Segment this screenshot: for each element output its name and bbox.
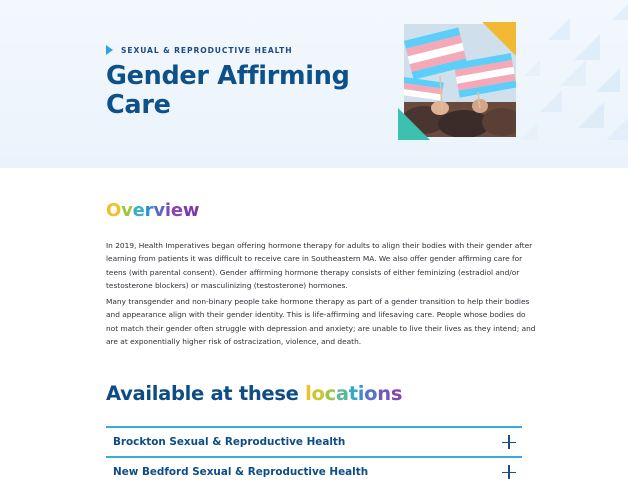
heading-letter: i (164, 200, 171, 221)
overview-heading (106, 200, 199, 221)
locations-accordion (106, 426, 522, 480)
heading-letter: e (170, 200, 183, 221)
eyebrow (106, 43, 292, 57)
heading-letter: O (106, 200, 122, 221)
locations-heading-prefix: Available at these (106, 382, 306, 405)
heading-letter: v (153, 200, 165, 221)
heading-letter: l (305, 382, 312, 405)
heading-letter: o (311, 382, 325, 405)
heading-letter: i (357, 382, 365, 405)
heading-letter: a (335, 382, 349, 405)
plus-icon[interactable] (502, 435, 516, 449)
accordion-item-new-bedford[interactable] (106, 458, 522, 480)
teal-triangle-decor (398, 108, 430, 140)
heading-letter: c (324, 382, 336, 405)
accordion-item-brockton[interactable] (106, 428, 522, 456)
heading-letter: r (144, 200, 154, 221)
heading-letter: o (364, 382, 378, 405)
heading-letter: n (377, 382, 391, 405)
yellow-triangle-decor (482, 22, 516, 56)
accordion-item-label: New Bedford Sexual & Reproductive Health (113, 466, 369, 478)
eyebrow-label: SEXUAL & REPRODUCTIVE HEALTH (121, 45, 293, 55)
locations-heading-highlight (305, 382, 402, 405)
overview-paragraph-2: Many transgender and non-binary people take hormone therapy as part of a gender transition to help their bodies and appearance align with their gender identity. This is life-affirming and lifesaving care. People whose bodies do not match their gender often struggle with depression and anxiety; are unable to live their lives as they intend; and are at exponentially higher risk of ostracization, violence, and death. (106, 297, 536, 347)
heading-letter: w (182, 200, 200, 221)
accordion-item-label: Brockton Sexual & Reproductive Health (113, 436, 346, 448)
page-title: Gender Affirming Care (106, 61, 350, 120)
hero-banner (0, 0, 628, 168)
locations-heading (106, 382, 402, 405)
heading-letter: v (121, 200, 133, 221)
heading-letter: e (132, 200, 145, 221)
overview-paragraph-1: In 2019, Health Imperatives began offering hormone therapy for adults to align their bodies with their gender after learning from patients it was difficult to receive care in Southeastern MA. We also offer gender affirming care for teens (with parental consent). Gender affirming hormone therapy consists of either feminizing (estradiol and/or testosterone blockers) or masculinizing (testosterone) hormones. (106, 241, 533, 291)
heading-letter: t (348, 382, 358, 405)
plus-icon[interactable] (502, 465, 516, 479)
heading-letter: s (390, 382, 403, 405)
eyebrow-arrow-icon (106, 45, 113, 55)
